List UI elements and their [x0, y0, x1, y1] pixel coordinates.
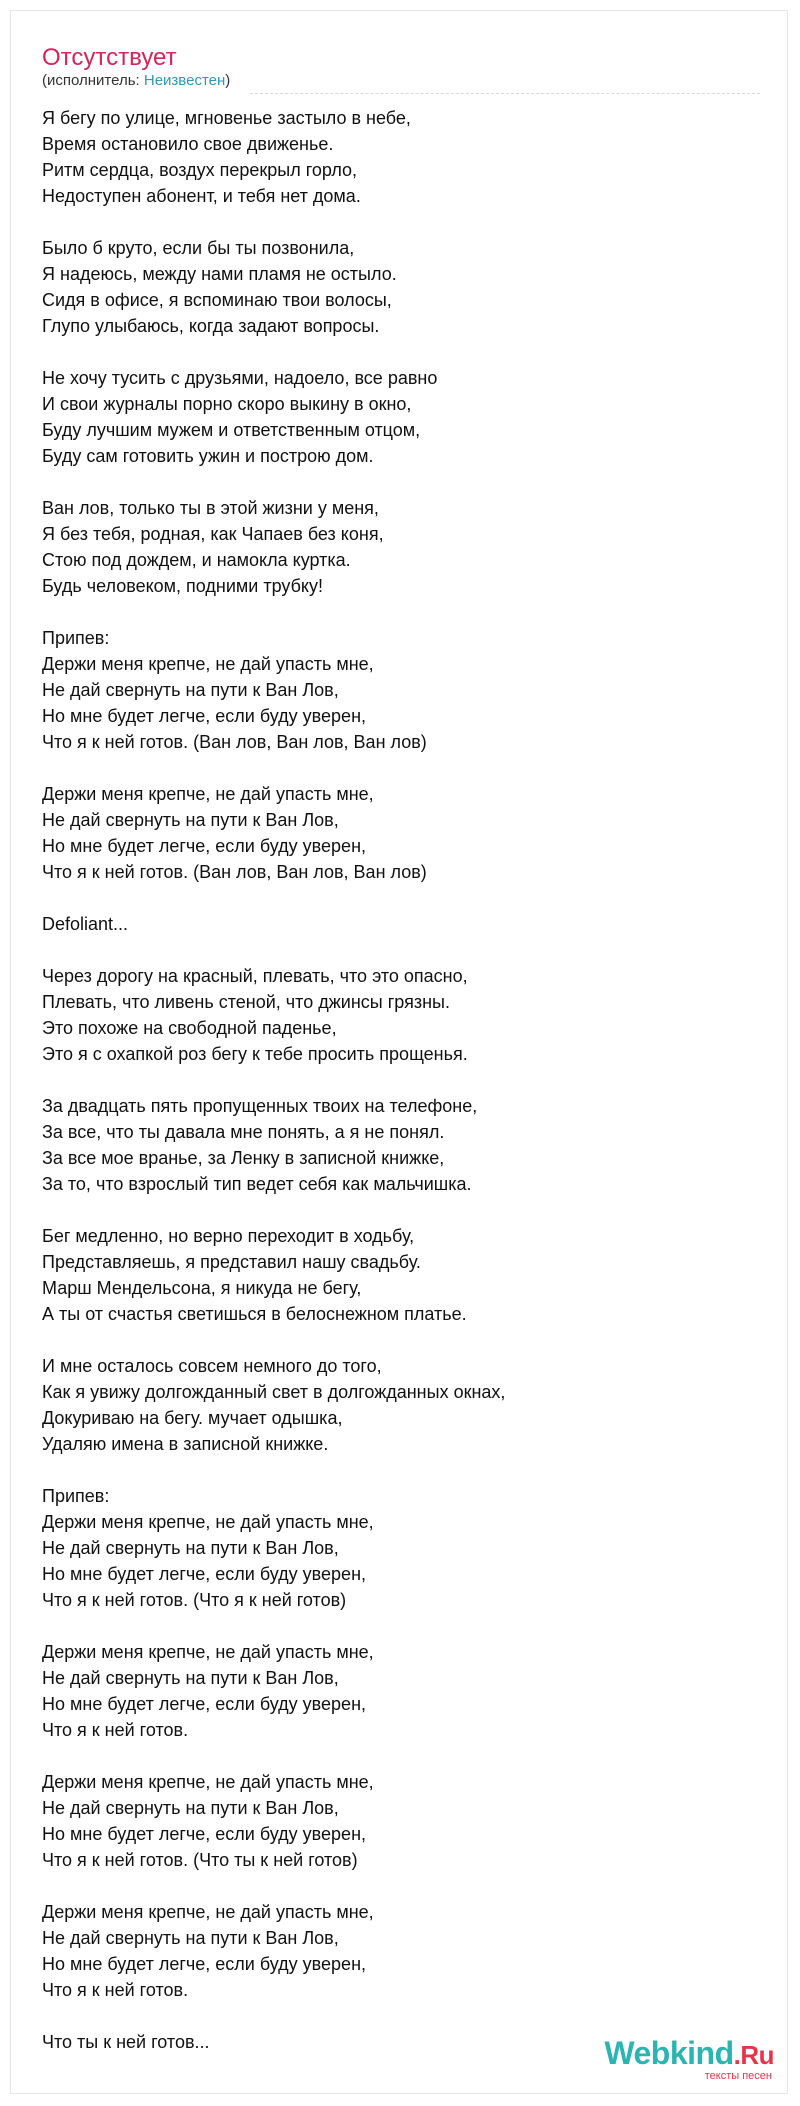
lyrics-line: Не дай свернуть на пути к Ван Лов,: [42, 1928, 339, 1948]
lyrics-stanza: [42, 1353, 762, 1457]
lyrics-line: Держи меня крепче, не дай упасть мне,: [42, 1902, 374, 1922]
lyrics-line: Но мне будет легче, если буду уверен,: [42, 1824, 367, 1844]
lyrics-line: Не дай свернуть на пути к Ван Лов,: [42, 810, 339, 830]
lyrics-line: Время остановило свое движенье.: [42, 134, 334, 154]
lyrics-line: Сидя в офисе, я вспоминаю твои волосы,: [42, 290, 392, 310]
lyrics-stanza: [42, 1899, 762, 2003]
lyrics-line: Это я с охапкой роз бегу к тебе просить прощенья.: [42, 1044, 468, 1064]
song-title: Отсутствует: [42, 44, 177, 71]
lyrics-line: Будь человеком, подними трубку!: [42, 576, 323, 596]
lyrics-stanza: [42, 1483, 762, 1613]
brand-tagline: тексты песен: [704, 2070, 772, 2082]
webkind-watermark: [604, 2036, 774, 2082]
lyrics-line: Что я к ней готов.: [42, 1720, 189, 1740]
lyrics-line: Я без тебя, родная, как Чапаев без коня,: [42, 524, 384, 544]
lyrics-stanza: [42, 1769, 762, 1873]
lyrics-line: Держи меня крепче, не дай упасть мне,: [42, 1642, 374, 1662]
lyrics-line: Удаляю имена в записной книжке.: [42, 1434, 329, 1454]
lyrics-line: И мне осталось совсем немного до того,: [42, 1356, 382, 1376]
lyrics-line: Это похоже на свободной паденье,: [42, 1018, 337, 1038]
lyrics-text: [42, 105, 762, 2081]
lyrics-line: Держи меня крепче, не дай упасть мне,: [42, 654, 374, 674]
artist-prefix: (исполнитель:: [42, 72, 144, 89]
lyrics-line: Стою под дождем, и намокла куртка.: [42, 550, 351, 570]
lyrics-line: Держи меня крепче, не дай упасть мне,: [42, 1512, 374, 1532]
lyrics-line: Но мне будет легче, если буду уверен,: [42, 836, 367, 856]
lyrics-line: Не хочу тусить с друзьями, надоело, все равно: [42, 368, 438, 388]
brand-logo: [604, 2036, 774, 2072]
lyrics-line: Я бегу по улице, мгновенье застыло в небе,: [42, 108, 411, 128]
lyrics-line: Держи меня крепче, не дай упасть мне,: [42, 784, 374, 804]
lyrics-line: Буду лучшим мужем и ответственным отцом,: [42, 420, 421, 440]
lyrics-line: Бег медленно, но верно переходит в ходьбу,: [42, 1226, 415, 1246]
artist-line: [42, 72, 230, 90]
brand-tld: .Ru: [733, 2040, 774, 2070]
artist-link[interactable]: Неизвестен: [143, 72, 226, 89]
lyrics-line: Не дай свернуть на пути к Ван Лов,: [42, 1538, 339, 1558]
lyrics-line: И свои журналы порно скоро выкину в окно,: [42, 394, 412, 414]
lyrics-line: Я надеюсь, между нами пламя не остыло.: [42, 264, 397, 284]
lyrics-line: Как я увижу долгожданный свет в долгожданных окнах,: [42, 1382, 506, 1402]
lyrics-stanza: [42, 1093, 762, 1197]
lyrics-line: Плевать, что ливень стеной, что джинсы грязны.: [42, 992, 450, 1012]
lyrics-line: Через дорогу на красный, плевать, что это опасно,: [42, 966, 468, 986]
lyrics-stanza: [42, 1223, 762, 1327]
lyrics-line: Что ты к ней готов...: [42, 2032, 210, 2052]
lyrics-line: Глупо улыбаюсь, когда задают вопросы.: [42, 316, 380, 336]
lyrics-stanza: [42, 105, 762, 209]
lyrics-line: А ты от счастья светишься в белоснежном платье.: [42, 1304, 467, 1324]
lyrics-line: Представляешь, я представил нашу свадьбу.: [42, 1252, 421, 1272]
lyrics-line: Недоступен абонент, и тебя нет дома.: [42, 186, 361, 206]
lyrics-line: Что я к ней готов. (Что я к ней готов): [42, 1590, 347, 1610]
lyrics-line: За то, что взрослый тип ведет себя как мальчишка.: [42, 1174, 472, 1194]
lyrics-line: Марш Мендельсона, я никуда не бегу,: [42, 1278, 362, 1298]
lyrics-line: Но мне будет легче, если буду уверен,: [42, 706, 367, 726]
lyrics-line: Не дай свернуть на пути к Ван Лов,: [42, 1798, 339, 1818]
lyrics-line: Докуриваю на бегу. мучает одышка,: [42, 1408, 343, 1428]
lyrics-line: Ритм сердца, воздух перекрыл горло,: [42, 160, 358, 180]
brand-name: Webkind: [604, 2035, 734, 2071]
lyrics-stanza: [42, 495, 762, 599]
lyrics-stanza: [42, 1639, 762, 1743]
lyrics-stanza: [42, 911, 762, 937]
lyrics-stanza: [42, 963, 762, 1067]
lyrics-line: Но мне будет легче, если буду уверен,: [42, 1954, 367, 1974]
lyrics-line: Ван лов, только ты в этой жизни у меня,: [42, 498, 379, 518]
lyrics-line: За двадцать пять пропущенных твоих на телефоне,: [42, 1096, 478, 1116]
lyrics-line: За все мое вранье, за Ленку в записной книжке,: [42, 1148, 445, 1168]
lyrics-line: Что я к ней готов.: [42, 1980, 189, 2000]
lyrics-line: Буду сам готовить ужин и построю дом.: [42, 446, 374, 466]
lyrics-line: Не дай свернуть на пути к Ван Лов,: [42, 1668, 339, 1688]
lyrics-stanza: [42, 365, 762, 469]
lyrics-stanza: [42, 781, 762, 885]
lyrics-stanza: [42, 235, 762, 339]
lyrics-line: Но мне будет легче, если буду уверен,: [42, 1564, 367, 1584]
lyrics-line: Но мне будет легче, если буду уверен,: [42, 1694, 367, 1714]
lyrics-line: Припев:: [42, 628, 110, 648]
title-divider: [250, 93, 760, 94]
lyrics-line: Не дай свернуть на пути к Ван Лов,: [42, 680, 339, 700]
lyrics-line: Что я к ней готов. (Что ты к ней готов): [42, 1850, 358, 1870]
lyrics-line: Держи меня крепче, не дай упасть мне,: [42, 1772, 374, 1792]
lyrics-line: Что я к ней готов. (Ван лов, Ван лов, Ван лов): [42, 732, 427, 752]
lyrics-line: Что я к ней готов. (Ван лов, Ван лов, Ван лов): [42, 862, 427, 882]
lyrics-stanza: [42, 625, 762, 755]
lyrics-line: За все, что ты давала мне понять, а я не понял.: [42, 1122, 445, 1142]
lyrics-line: Припев:: [42, 1486, 110, 1506]
artist-suffix: ): [225, 72, 231, 89]
lyrics-line: Defoliant...: [42, 914, 129, 934]
lyrics-line: Было б круто, если бы ты позвонила,: [42, 238, 355, 258]
